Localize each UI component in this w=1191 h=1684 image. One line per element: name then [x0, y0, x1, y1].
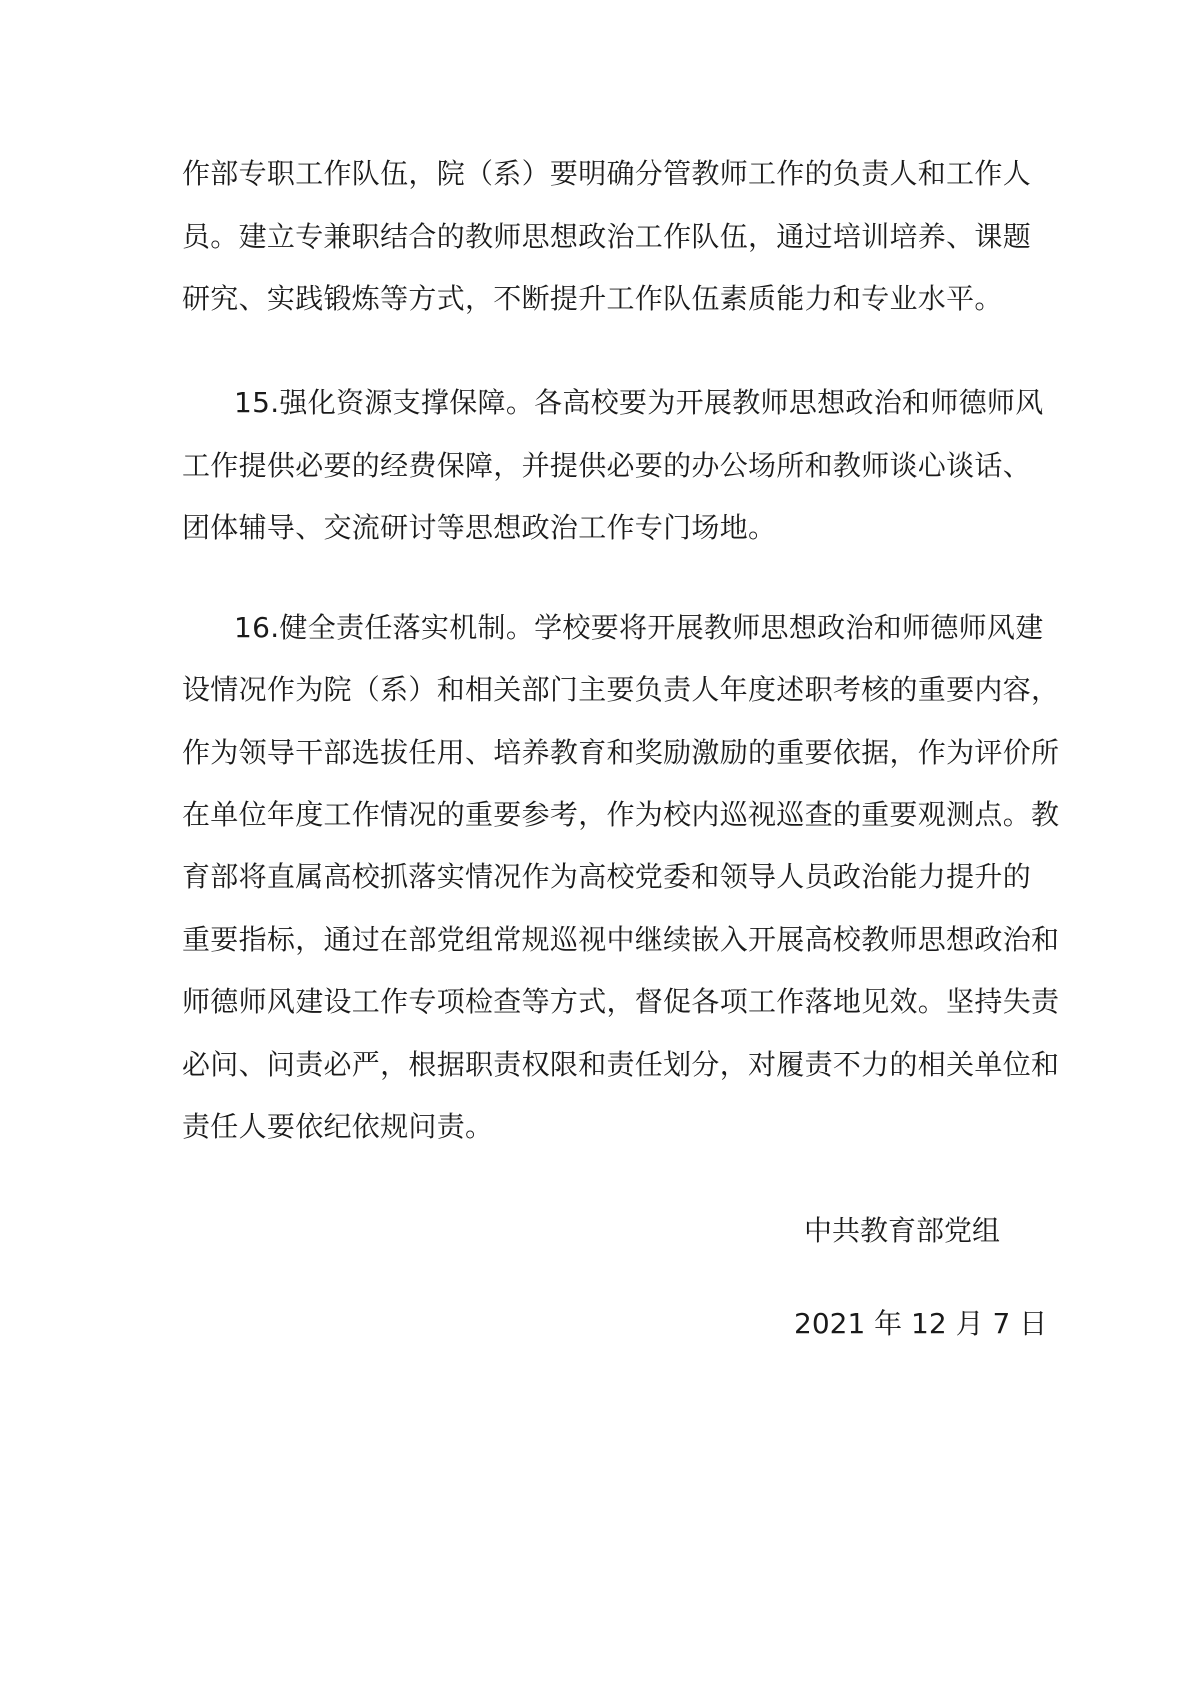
- paragraph-line: 师德师风建设工作专项检查等方式，督促各项工作落地见效。坚持失责: [182, 985, 1060, 1018]
- paragraph-line: 责任人要依纪依规问责。: [182, 1110, 494, 1143]
- paragraph-line: 作部专职工作队伍，院（系）要明确分管教师工作的负责人和工作人: [182, 157, 1032, 190]
- paragraph-line: 育部将直属高校抓落实情况作为高校党委和领导人员政治能力提升的: [182, 860, 1032, 893]
- paragraph-line: 团体辅导、交流研讨等思想政治工作专门场地。: [182, 511, 777, 544]
- paragraph-line: 必问、问责必严，根据职责权限和责任划分，对履责不力的相关单位和: [182, 1048, 1060, 1081]
- paragraph-line: 15.强化资源支撑保障。各高校要为开展教师思想政治和师德师风: [234, 386, 1044, 419]
- paragraph-line: 作为领导干部选拔任用、培养教育和奖励激励的重要依据，作为评价所: [182, 736, 1060, 769]
- paragraph-line: 在单位年度工作情况的重要参考，作为校内巡视巡查的重要观测点。教: [182, 798, 1060, 831]
- signature-organization: 中共教育部党组: [804, 1214, 1001, 1247]
- paragraph-line: 研究、实践锻炼等方式，不断提升工作队伍素质能力和专业水平。: [182, 282, 1003, 315]
- paragraph-line: 员。建立专兼职结合的教师思想政治工作队伍，通过培训培养、课题: [182, 220, 1032, 253]
- signature-date: 2021 年 12 月 7 日: [794, 1307, 1048, 1340]
- paragraph-line: 工作提供必要的经费保障，并提供必要的办公场所和教师谈心谈话、: [182, 449, 1032, 482]
- paragraph-line: 设情况作为院（系）和相关部门主要负责人年度述职考核的重要内容，: [182, 673, 1060, 706]
- paragraph-line: 16.健全责任落实机制。学校要将开展教师思想政治和师德师风建: [234, 611, 1044, 644]
- paragraph-line: 重要指标，通过在部党组常规巡视中继续嵌入开展高校教师思想政治和: [182, 923, 1060, 956]
